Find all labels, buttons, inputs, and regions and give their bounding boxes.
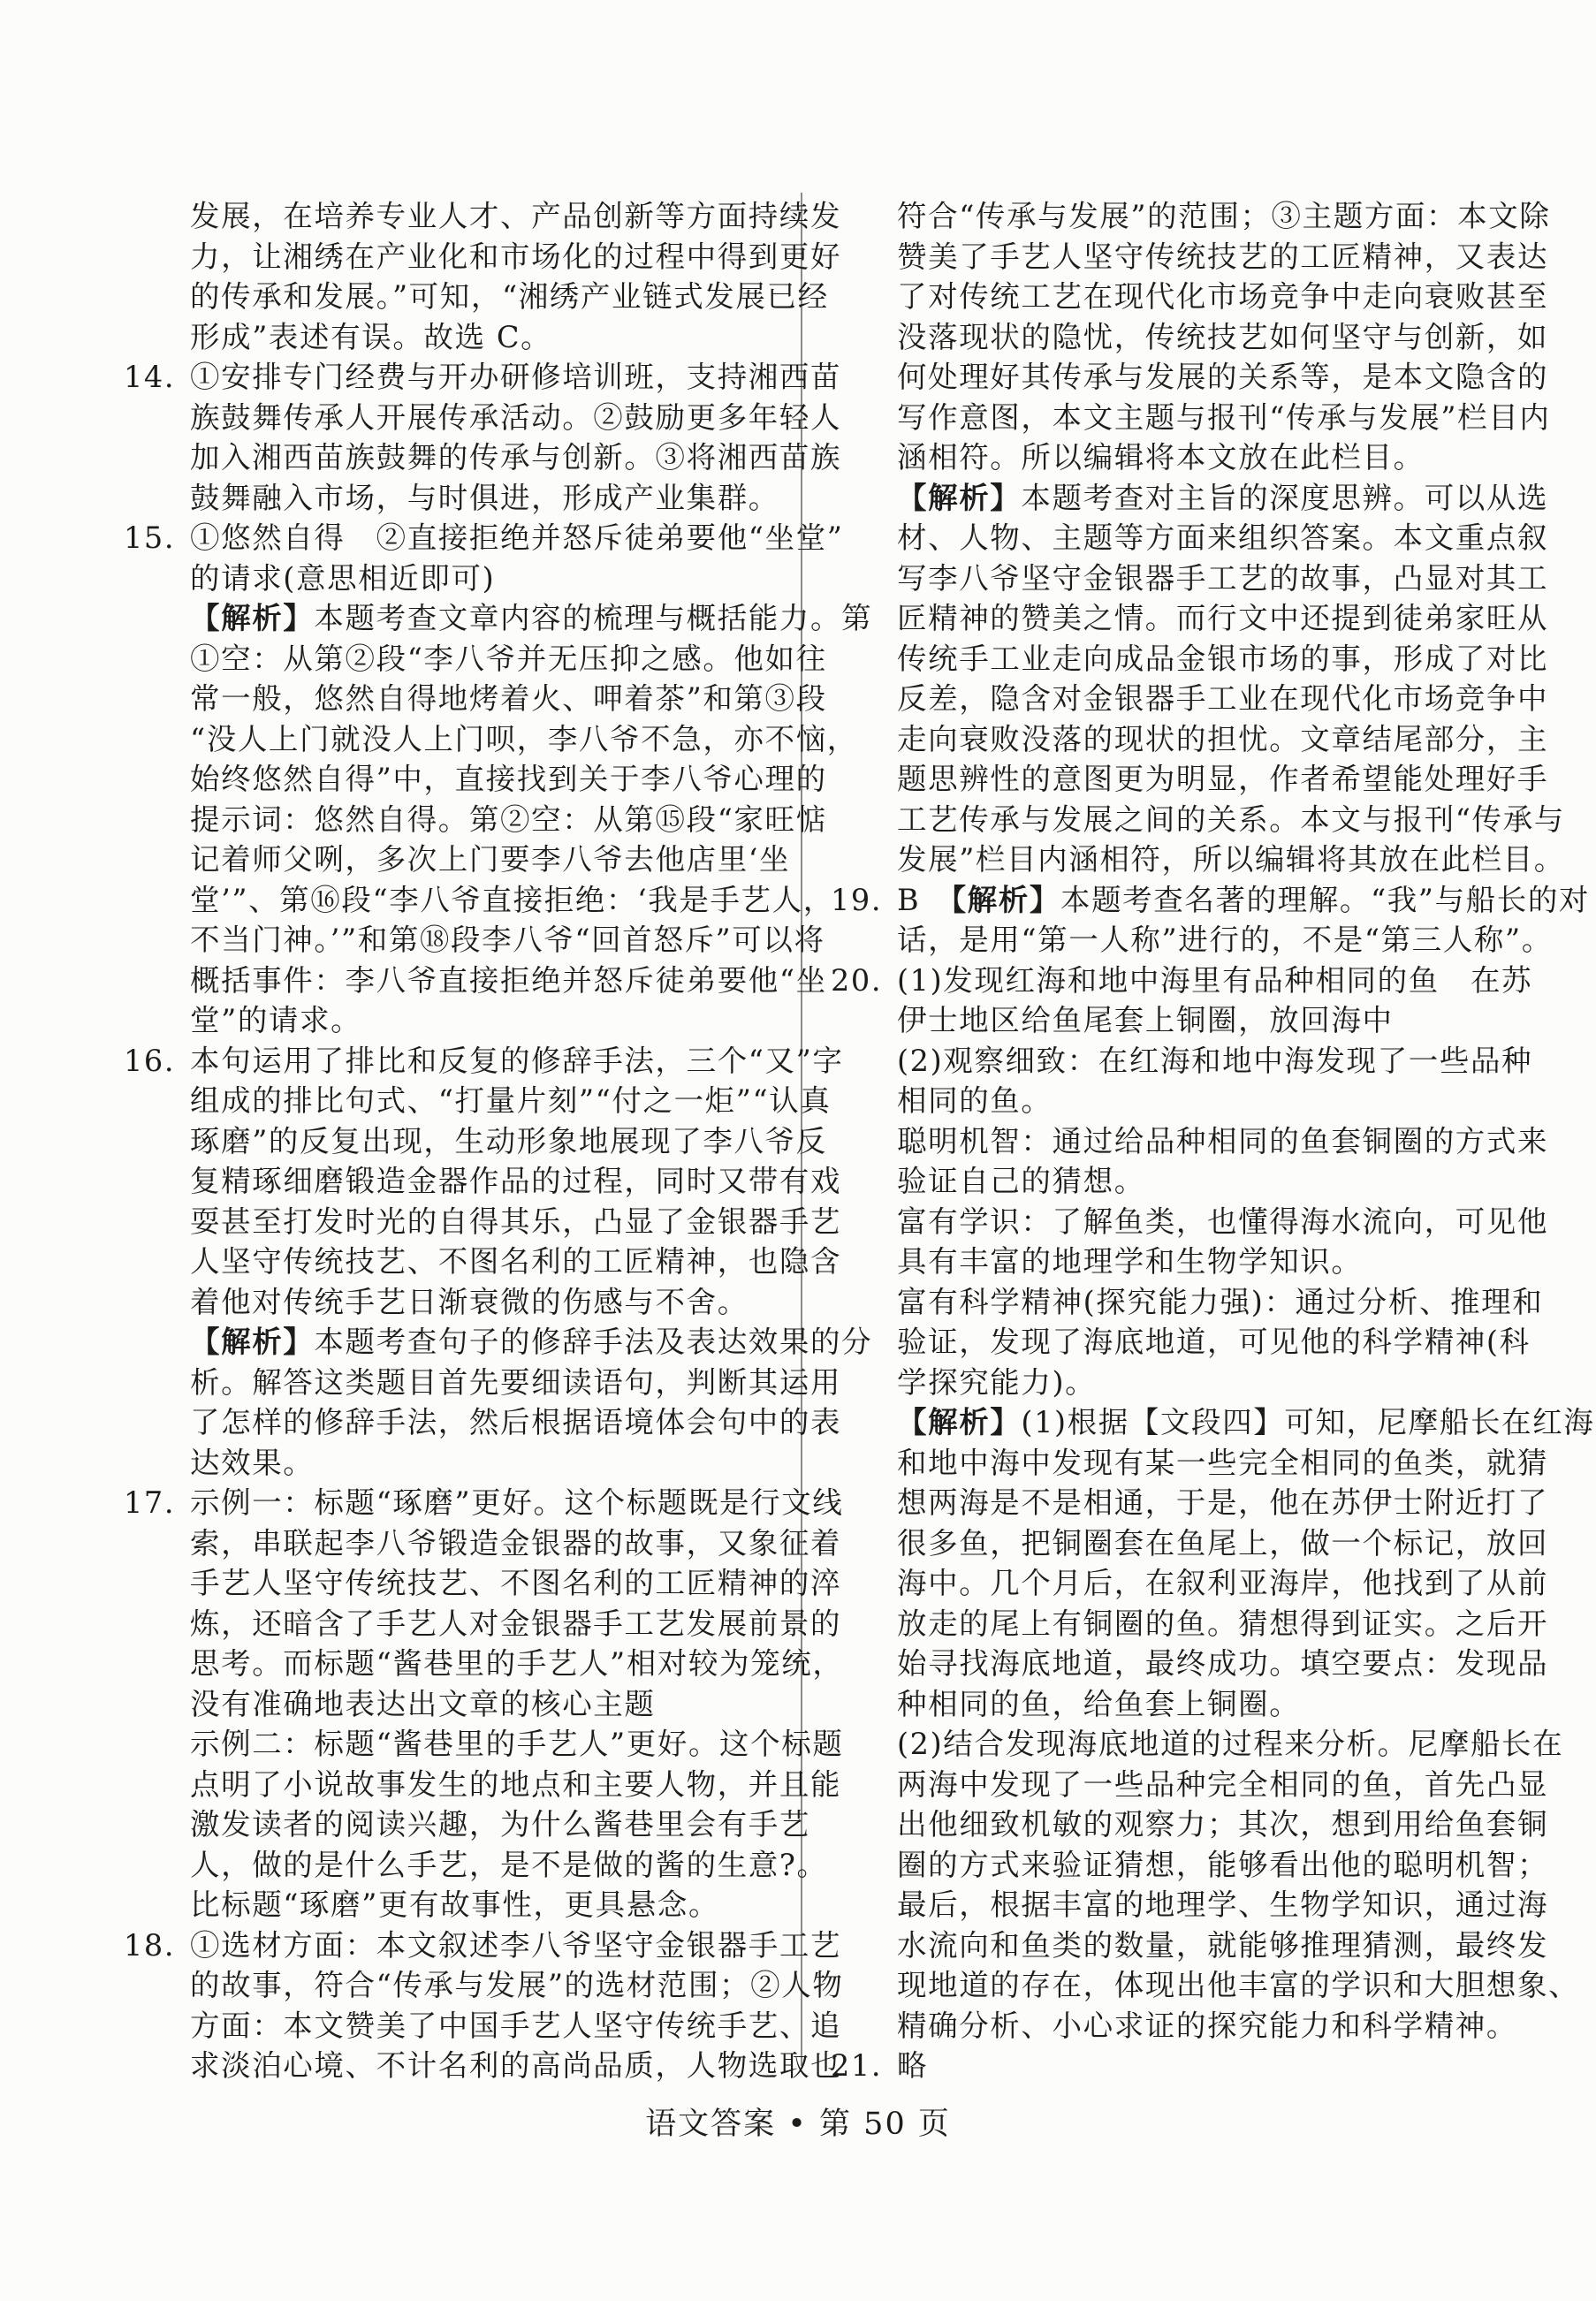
right-column (831, 196, 1595, 2086)
text-line: 不当门神。’”和第⑱段李八爷“回首怒斥”可以将 (190, 923, 825, 957)
text-line: 始寻找海底地道，最终成功。填空要点：发现品 (897, 1646, 1549, 1681)
text-line: 具有丰富的地理学和生物学知识。 (897, 1244, 1363, 1279)
text-line: 精确分析、小心求证的探究能力和科学精神。 (897, 2008, 1517, 2043)
text-line: 放走的尾上有铜圈的鱼。猜想得到证实。之后开 (897, 1606, 1549, 1641)
text-line: 本句运用了排比和反复的修辞手法，三个“又”字 (190, 1043, 844, 1078)
text-line: 方面：本文赞美了中国手艺人坚守传统手艺、追 (190, 2008, 842, 2043)
text-line: 堂”的请求。 (190, 1003, 362, 1037)
text-line: 思考。而标题“酱巷里的手艺人”相对较为笼统， (190, 1646, 844, 1681)
text-line: 想两海是不是相通，于是，他在苏伊士附近打了 (897, 1485, 1549, 1520)
text-line: (2)结合发现海底地道的过程来分析。尼摩船长在 (897, 1727, 1564, 1761)
analysis-label: 【解析】 (897, 480, 1022, 515)
text-line: 族鼓舞传承人开展传承活动。②鼓励更多年轻人 (190, 399, 842, 435)
text-line: 概括事件：李八爷直接拒绝并怒斥徒弟要他“坐 (190, 962, 827, 998)
text-line: 了怎样的修辞手法，然后根据语境体会句中的表 (190, 1405, 842, 1439)
text-line: 点明了小说故事发生的地点和主要人物，并且能 (190, 1766, 842, 1802)
answer-item (831, 2046, 1483, 2086)
text-line: 的传承和发展。”可知，“湘绣产业链式发展已经 (190, 279, 829, 314)
text-line: 何处理好其传承与发展的关系等，是本文隐含的 (897, 360, 1549, 394)
text-line: (1)发现红海和地中海里有品种相同的鱼 在苏 (897, 962, 1533, 998)
text-line: 出他细致机敏的观察力；其次，想到用给鱼套铜 (897, 1807, 1549, 1842)
text-line: 的请求(意思相近即可) (190, 560, 496, 596)
text-line: 现地道的存在，体现出他丰富的学识和大胆想象、 (897, 1968, 1580, 2002)
text-line: 耍甚至打发时光的自得其乐，凸显了金银器手艺 (190, 1204, 842, 1239)
text-line: 写李八爷坚守金银器手工艺的故事，凸显对其工 (897, 560, 1549, 596)
text-line: 人，做的是什么手艺，是不是做的酱的生意?。 (190, 1847, 828, 1882)
text-line: 最后，根据丰富的地理学、生物学知识，通过海 (897, 1887, 1549, 1922)
text-line: 示例二：标题“酱巷里的手艺人”更好。这个标题 (190, 1727, 844, 1761)
text-line: ①选材方面：本文叙述李八爷坚守金银器手工艺 (190, 1927, 842, 1963)
text-line: 发展”栏目内涵相符，所以编辑将其放在此栏目。 (897, 842, 1565, 877)
text-line: 提示词：悠然自得。第②空：从第⑮段“家旺惦 (190, 801, 827, 837)
text-line: 伊士地区给鱼尾套上铜圈，放回海中 (897, 1003, 1394, 1037)
text-line: 人坚守传统技艺、不图名利的工匠精神，也隐含 (190, 1244, 842, 1279)
answer-item (831, 961, 1595, 2047)
text-line: B 【解析】本题考查名著的理解。“我”与船长的对 (897, 882, 1591, 917)
text-line: 海中。几个月后，在叙利亚海岸，他找到了从前 (897, 1566, 1549, 1600)
text-line: 示例一：标题“琢磨”更好。这个标题既是行文线 (190, 1485, 844, 1520)
text-line: 富有学识：了解鱼类，也懂得海水流向，可见他 (897, 1204, 1549, 1239)
text-line: 堂’”、第⑯段“李八爷直接拒绝：‘我是手艺人， (190, 882, 834, 917)
text-line: 鼓舞融入市场，与时俱进，形成产业集群。 (190, 480, 779, 515)
text-line: “没人上门就没人上门呗，李八爷不急，亦不恼， (190, 721, 858, 756)
text-line: 激发读者的阅读兴趣，为什么酱巷里会有手艺 (190, 1807, 810, 1842)
text-line: 常一般，悠然自得地烤着火、呷着茶”和第③段 (190, 681, 827, 716)
text-line: 和地中海中发现有某一些完全相同的鱼类，就猜 (897, 1445, 1549, 1480)
text-line: ①安排专门经费与开办研修培训班，支持湘西苗 (190, 360, 842, 394)
text-line: 形成”表述有误。故选 C。 (190, 319, 552, 354)
text-line: 工艺传承与发展之间的关系。本文与报刊“传承与 (897, 801, 1565, 837)
text-line: 【解析】本题考查文章内容的梳理与概括能力。第 (190, 601, 873, 635)
answer-item (831, 880, 1591, 961)
text-line: 富有科学精神(探究能力强)：通过分析、推理和 (897, 1284, 1544, 1319)
text-line: 【解析】(1)根据【文段四】可知，尼摩船长在红海 (897, 1405, 1595, 1439)
answer-item (124, 1925, 844, 2086)
text-line: 加入湘西苗族鼓舞的传承与创新。③将湘西苗族 (190, 440, 842, 475)
question-number: 21. (831, 2048, 883, 2083)
answer-item (124, 1041, 873, 1484)
text-line: 涵相符。所以编辑将本文放在此栏目。 (897, 440, 1425, 475)
text-line: 符合“传承与发展”的范围；③主题方面：本文除 (897, 199, 1551, 233)
text-line: 比标题“琢磨”更有故事性，更具悬念。 (190, 1887, 720, 1922)
text-line: 略 (897, 2048, 929, 2083)
text-line: 传统手工业走向成品金银市场的事，形成了对比 (897, 641, 1549, 676)
text-line: 析。解答这类题目首先要细读语句，判断其运用 (190, 1364, 842, 1400)
text-line: 炼，还暗含了手艺人对金银器手工艺发展前景的 (190, 1606, 842, 1641)
text-line: 的故事，符合“传承与发展”的选材范围；②人物 (190, 1968, 844, 2002)
text-line: 聪明机智：通过给品种相同的鱼套铜圈的方式来 (897, 1123, 1549, 1158)
question-number: 14. (124, 360, 176, 394)
analysis-label: 【解析】 (190, 601, 315, 635)
text-line: 【解析】本题考查句子的修辞手法及表达效果的分 (190, 1325, 873, 1359)
text-line: 记着师父咧，多次上门要李八爷去他店里‘坐 (190, 842, 791, 877)
text-line: 索，串联起李八爷锻造金银器的故事，又象征着 (190, 1525, 842, 1561)
text-line: ①悠然自得 ②直接拒绝并怒斥徒弟要他“坐堂” (190, 520, 844, 555)
analysis-label: 【解析】 (897, 1405, 1022, 1439)
text-line: (2)观察细致：在红海和地中海发现了一些品种 (897, 1043, 1533, 1078)
question-number: 16. (124, 1043, 176, 1078)
answer-continuation (124, 196, 842, 357)
text-line: 没有准确地表达出文章的核心主题 (190, 1686, 656, 1721)
analysis-label: 【解析】 (951, 882, 1060, 917)
text-line: 发展，在培养专业人才、产品创新等方面持续发 (190, 199, 842, 233)
text-line: 复精琢细磨锻造金器作品的过程，同时又带有戏 (190, 1164, 842, 1198)
text-line: 手艺人坚守传统技艺、不图名利的工匠精神的淬 (190, 1566, 842, 1600)
text-line: 反差，隐含对金银器手工业在现代化市场竞争中 (897, 681, 1549, 716)
answer-item (124, 357, 842, 518)
text-line: 题思辨性的意图更为明显，作者希望能处理好手 (897, 762, 1549, 796)
text-line: 学探究能力)。 (897, 1364, 1097, 1400)
text-line: 组成的排比句式、“打量片刻”“付之一炬”“认真 (190, 1083, 832, 1118)
text-line: 赞美了手艺人坚守传统技艺的工匠精神，又表达 (897, 239, 1549, 274)
text-line: 材、人物、主题等方面来组织答案。本文重点叙 (897, 520, 1549, 555)
text-line: ①空：从第②段“李八爷并无压抑之感。他如往 (190, 641, 827, 676)
question-number: 17. (124, 1485, 176, 1520)
text-line: 力，让湘绣在产业化和市场化的过程中得到更好 (190, 239, 842, 274)
question-number: 19. (831, 882, 883, 917)
text-line: 写作意图，本文主题与报刊“传承与发展”栏目内 (897, 399, 1551, 435)
question-number: 15. (124, 520, 176, 555)
question-number: 20. (831, 962, 883, 998)
text-line: 求淡泊心境、不计名利的高尚品质，人物选取也 (190, 2048, 842, 2083)
text-line: 匠精神的赞美之情。而行文中还提到徒弟家旺从 (897, 601, 1549, 635)
text-line: 琢磨”的反复出现，生动形象地展现了李八爷反 (190, 1123, 827, 1158)
analysis-label: 【解析】 (190, 1325, 315, 1359)
text-line: 走向衰败没落的现状的担忧。文章结尾部分，主 (897, 721, 1549, 756)
text-line: 【解析】本题考查对主旨的深度思辨。可以从选 (897, 480, 1549, 515)
question-number: 18. (124, 1927, 176, 1963)
page-footer: 语文答案 • 第 50 页 (645, 2107, 951, 2142)
text-line: 水流向和鱼类的数量，就能够推理猜测，最终发 (897, 1927, 1549, 1963)
answer-continuation (831, 196, 1565, 880)
text-line: 两海中发现了一些品种完全相同的鱼，首先凸显 (897, 1766, 1549, 1802)
text-line: 验证自己的猜想。 (897, 1164, 1145, 1198)
answer-item (124, 1483, 844, 1925)
text-line: 了对传统工艺在现代化市场竞争中走向衰败甚至 (897, 279, 1549, 314)
text-line: 达效果。 (190, 1445, 315, 1480)
text-line: 圈的方式来验证猜想，能够看出他的聪明机智； (897, 1847, 1549, 1882)
text-line: 着他对传统手艺日渐衰微的伤感与不舍。 (190, 1284, 749, 1319)
text-line: 很多鱼，把铜圈套在鱼尾上，做一个标记，放回 (897, 1525, 1549, 1561)
text-line: 没落现状的隐忧，传统技艺如何坚守与创新，如 (897, 319, 1549, 354)
text-line: 种相同的鱼，给鱼套上铜圈。 (897, 1686, 1301, 1721)
text-line: 相同的鱼。 (897, 1083, 1053, 1118)
text-line: 验证，发现了海底地道，可见他的科学精神(科 (897, 1325, 1531, 1359)
text-line: 话，是用“第一人称”进行的，不是“第三人称”。 (897, 923, 1553, 957)
text-line: 始终悠然自得”中，直接找到关于李八爷心理的 (190, 762, 827, 796)
